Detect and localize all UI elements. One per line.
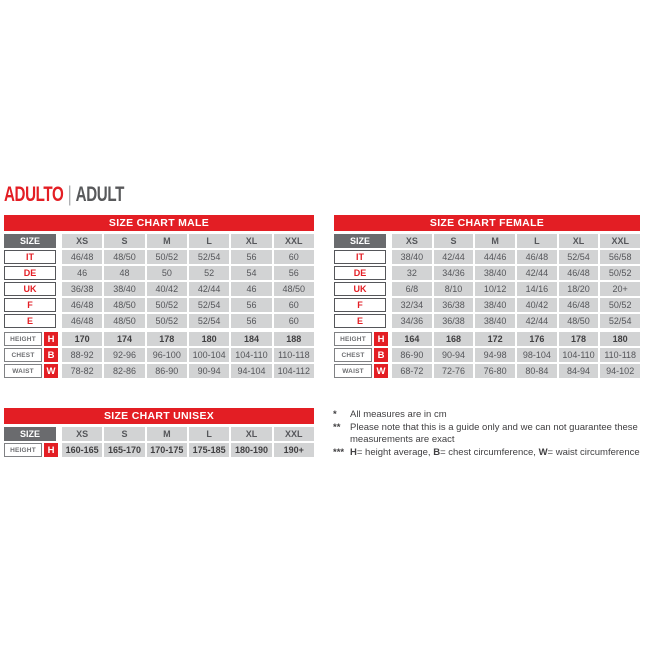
measure-badge: H: [44, 443, 58, 457]
table-cell: 96-100: [147, 348, 187, 362]
table-row: [4, 298, 314, 312]
table-cell: 94-104: [231, 364, 271, 378]
table-cell: 56: [231, 250, 271, 264]
table-cell: 78-82: [62, 364, 102, 378]
table-cell: 50: [147, 266, 187, 280]
table-cell: 36/38: [434, 298, 474, 312]
table-cell: 18/20: [559, 282, 599, 296]
table-cell: 46: [231, 282, 271, 296]
footnote-marker: *: [333, 409, 337, 420]
table-cell: 44/46: [475, 250, 515, 264]
column-header: XL: [231, 234, 271, 248]
table-cell: 52/54: [189, 298, 229, 312]
measure-row: [4, 364, 314, 378]
table-cell: 56: [231, 314, 271, 328]
column-header: XL: [231, 427, 271, 441]
footnote-segment: W: [538, 446, 548, 458]
column-header: L: [189, 234, 229, 248]
table-cell: 8/10: [434, 282, 474, 296]
footnote-segment: = waist circumference: [547, 446, 640, 458]
footnote: [333, 447, 641, 460]
table-cell: 86-90: [147, 364, 187, 378]
table-cell: 52: [189, 266, 229, 280]
column-header: XL: [559, 234, 599, 248]
table-cell: 172: [475, 332, 515, 346]
table-cell: 86-90: [392, 348, 432, 362]
table-cell: 52/54: [189, 250, 229, 264]
table-cell: 42/44: [517, 266, 557, 280]
table-cell: 104-110: [559, 348, 599, 362]
table-cell: 60: [274, 314, 314, 328]
size-chart-female-table: [334, 215, 640, 380]
table-cell: 56: [274, 266, 314, 280]
size-header-cell: SIZE: [4, 427, 56, 441]
table-row: [4, 250, 314, 264]
table-cell: 46/48: [62, 298, 102, 312]
table-cell: 50/52: [600, 298, 640, 312]
table-cell: 52/54: [600, 314, 640, 328]
table-cell: 40/42: [517, 298, 557, 312]
table-cell: 38/40: [475, 298, 515, 312]
measure-label: CHEST: [4, 348, 42, 362]
footnote-text: [350, 422, 641, 447]
table-cell: 48/50: [104, 314, 144, 328]
measure-label: HEIGHT: [4, 443, 42, 457]
table-cell: 42/44: [517, 314, 557, 328]
column-header: M: [475, 234, 515, 248]
column-header: M: [147, 427, 187, 441]
footnote-segment: = chest circumference,: [440, 446, 539, 458]
table-cell: 46/48: [559, 298, 599, 312]
row-label: F: [4, 298, 56, 312]
table-cell: 50/52: [147, 314, 187, 328]
footnote-segment: = height average,: [356, 446, 434, 458]
table-cell: 14/16: [517, 282, 557, 296]
measure-label: HEIGHT: [4, 332, 42, 346]
table-cell: 46/48: [62, 314, 102, 328]
table-cell: 38/40: [104, 282, 144, 296]
table-cell: 72-76: [434, 364, 474, 378]
table-row: [334, 282, 640, 296]
table-header-row: [4, 234, 314, 248]
table-cell: 38/40: [475, 314, 515, 328]
table-cell: 100-104: [189, 348, 229, 362]
column-header: XXL: [274, 427, 314, 441]
table-cell: 36/38: [62, 282, 102, 296]
page-title-primary: ADULTO: [4, 183, 64, 206]
table-cell: 164: [392, 332, 432, 346]
table-cell: 168: [434, 332, 474, 346]
footnote-segment: H: [350, 446, 357, 458]
footnote: [333, 422, 641, 447]
table-cell: 56/58: [600, 250, 640, 264]
column-header: L: [189, 427, 229, 441]
measure-row: [334, 364, 640, 378]
table-header-row: [4, 427, 314, 441]
column-header: S: [104, 427, 144, 441]
column-header: XXL: [274, 234, 314, 248]
table-cell: 52/54: [559, 250, 599, 264]
footnote-segment: B: [433, 446, 441, 458]
table-title-bar: SIZE CHART MALE: [4, 215, 314, 231]
column-header: L: [517, 234, 557, 248]
row-label: IT: [334, 250, 386, 264]
measure-badge: H: [374, 332, 388, 346]
table-cell: 48/50: [559, 314, 599, 328]
column-header: M: [147, 234, 187, 248]
measure-badge: B: [44, 348, 58, 362]
table-row: [334, 266, 640, 280]
footnote-text: [350, 447, 641, 460]
measure-row: [334, 348, 640, 362]
measure-badge: W: [44, 364, 58, 378]
footnote-text: [350, 409, 641, 422]
column-header: XS: [62, 427, 102, 441]
table-cell: 42/44: [189, 282, 229, 296]
table-cell: 98-104: [517, 348, 557, 362]
table-cell: 46/48: [517, 250, 557, 264]
table-cell: 76-80: [475, 364, 515, 378]
column-header: S: [104, 234, 144, 248]
column-header: XXL: [600, 234, 640, 248]
size-header-cell: SIZE: [4, 234, 56, 248]
footnote-marker: ***: [333, 446, 345, 458]
table-row: [334, 298, 640, 312]
footnote-segment: All measures are in cm: [350, 409, 447, 420]
table-cell: 188: [274, 332, 314, 346]
table-cell: 54: [231, 266, 271, 280]
table-title-bar: SIZE CHART FEMALE: [334, 215, 640, 231]
table-cell: 170: [62, 332, 102, 346]
table-title-bar: SIZE CHART UNISEX: [4, 408, 314, 424]
size-chart-male-table: [4, 215, 314, 380]
table-cell: 38/40: [392, 250, 432, 264]
measure-label: HEIGHT: [334, 332, 372, 346]
table-cell: 110-118: [600, 348, 640, 362]
measure-badge: H: [44, 332, 58, 346]
table-cell: 48/50: [274, 282, 314, 296]
table-cell: 160-165: [62, 443, 102, 457]
table-row: [4, 266, 314, 280]
row-label: E: [334, 314, 386, 328]
size-header-cell: SIZE: [334, 234, 386, 248]
table-cell: 48/50: [104, 250, 144, 264]
measure-badge: W: [374, 364, 388, 378]
table-cell: 34/36: [434, 266, 474, 280]
measure-row: [4, 332, 314, 346]
table-cell: 180: [600, 332, 640, 346]
table-cell: 90-94: [434, 348, 474, 362]
row-label: IT: [4, 250, 56, 264]
column-header: S: [434, 234, 474, 248]
page-title-secondary: ADULT: [75, 183, 124, 206]
table-cell: 170-175: [147, 443, 187, 457]
table-cell: 94-98: [475, 348, 515, 362]
table-cell: 82-86: [104, 364, 144, 378]
measure-label: WAIST: [4, 364, 42, 378]
table-cell: 38/40: [475, 266, 515, 280]
table-cell: 165-170: [104, 443, 144, 457]
size-chart-unisex-table: [4, 408, 314, 459]
table-cell: 20+: [600, 282, 640, 296]
table-cell: 52/54: [189, 314, 229, 328]
table-cell: 88-92: [62, 348, 102, 362]
table-cell: 110-118: [274, 348, 314, 362]
table-cell: 90-94: [189, 364, 229, 378]
table-row: [4, 314, 314, 328]
measure-row: [4, 443, 314, 457]
column-header: XS: [392, 234, 432, 248]
footnote-segment: Please note that this is a guide only and we can not guarantee these measurements are exact: [350, 421, 638, 445]
table-cell: 46: [62, 266, 102, 280]
table-cell: 68-72: [392, 364, 432, 378]
table-cell: 180: [189, 332, 229, 346]
table-cell: 176: [517, 332, 557, 346]
row-label: DE: [4, 266, 56, 280]
table-cell: 84-94: [559, 364, 599, 378]
table-cell: 10/12: [475, 282, 515, 296]
table-cell: 190+: [274, 443, 314, 457]
table-cell: 34/36: [392, 314, 432, 328]
table-cell: 56: [231, 298, 271, 312]
table-cell: 180-190: [231, 443, 271, 457]
row-label: F: [334, 298, 386, 312]
page-title-separator: |: [67, 183, 72, 206]
footnote: [333, 409, 641, 422]
table-cell: 60: [274, 250, 314, 264]
table-cell: 104-110: [231, 348, 271, 362]
measure-label: CHEST: [334, 348, 372, 362]
table-cell: 50/52: [147, 298, 187, 312]
column-header: XS: [62, 234, 102, 248]
table-cell: 175-185: [189, 443, 229, 457]
table-cell: 46/48: [62, 250, 102, 264]
table-cell: 46/48: [559, 266, 599, 280]
measure-row: [334, 332, 640, 346]
footnote-marker: **: [333, 421, 341, 433]
table-cell: 48/50: [104, 298, 144, 312]
measure-row: [4, 348, 314, 362]
table-cell: 36/38: [434, 314, 474, 328]
table-cell: 92-96: [104, 348, 144, 362]
table-cell: 40/42: [147, 282, 187, 296]
table-header-row: [334, 234, 640, 248]
row-label: UK: [4, 282, 56, 296]
row-label: E: [4, 314, 56, 328]
table-cell: 50/52: [147, 250, 187, 264]
table-cell: 80-84: [517, 364, 557, 378]
row-label: UK: [334, 282, 386, 296]
page-title: [4, 183, 124, 206]
table-cell: 6/8: [392, 282, 432, 296]
table-cell: 50/52: [600, 266, 640, 280]
row-label: DE: [334, 266, 386, 280]
measure-label: WAIST: [334, 364, 372, 378]
table-cell: 184: [231, 332, 271, 346]
footnotes: [333, 409, 641, 459]
table-cell: 174: [104, 332, 144, 346]
table-row: [334, 314, 640, 328]
table-cell: 32: [392, 266, 432, 280]
table-cell: 178: [559, 332, 599, 346]
table-cell: 48: [104, 266, 144, 280]
table-cell: 178: [147, 332, 187, 346]
table-cell: 32/34: [392, 298, 432, 312]
table-cell: 60: [274, 298, 314, 312]
table-cell: 94-102: [600, 364, 640, 378]
table-cell: 104-112: [274, 364, 314, 378]
measure-badge: B: [374, 348, 388, 362]
table-cell: 42/44: [434, 250, 474, 264]
table-row: [4, 282, 314, 296]
table-row: [334, 250, 640, 264]
